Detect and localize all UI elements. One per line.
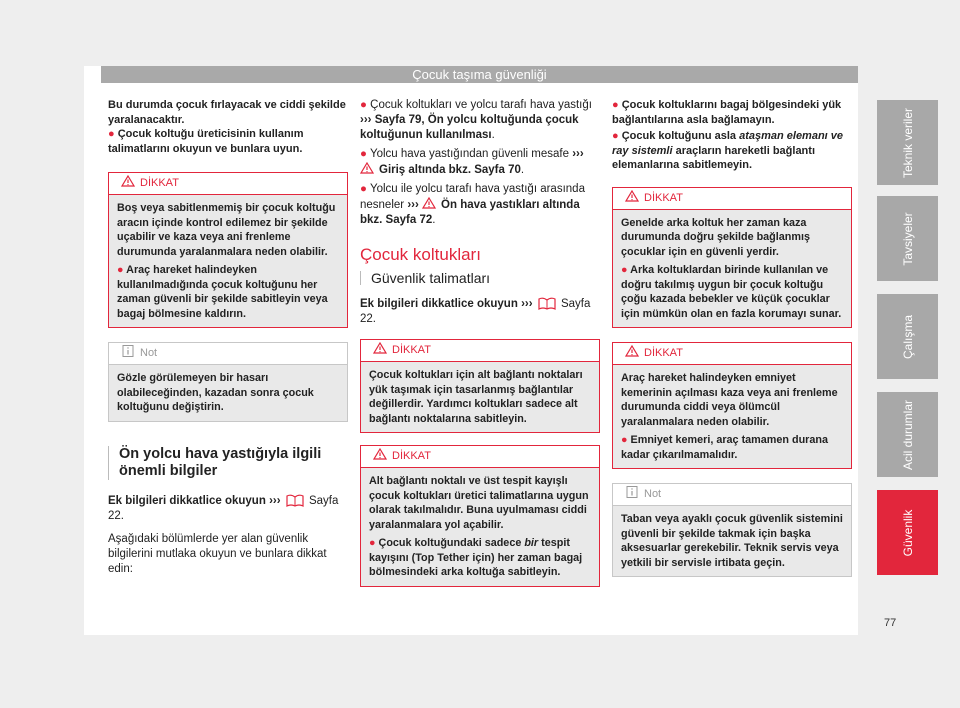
warning-header: DİKKAT <box>109 173 347 195</box>
tab-teknik-veriler[interactable] <box>877 100 938 185</box>
warning-icon <box>121 175 135 187</box>
body-text: Aşağıdaki bölümlerde yer alan güvenlik bilgilerini mutlaka okuyun ve bunlara dikkat edin: <box>108 532 327 575</box>
warning-text: Araç hareket halindeyken emniyet kemerinin açılması kaza veya ani frenleme durumunda ciddi veya ölümcül yaralanmalara neden olabilir. <box>621 372 838 428</box>
tab-label: Güvenlik <box>900 509 915 556</box>
column-2 <box>360 98 600 587</box>
sub-heading: Güvenlik talimatları <box>360 271 600 286</box>
warning-box-4 <box>612 187 852 329</box>
warning-body <box>361 468 599 586</box>
warning-icon <box>625 345 639 357</box>
info-icon <box>121 345 135 357</box>
read-first-line: Ek bilgileri dikkatlice okuyun ››› Sayfa 22. <box>360 298 591 325</box>
tab-calisma[interactable] <box>877 294 938 379</box>
column-3 <box>612 98 852 577</box>
chapter-heading: Çocuk koltukları <box>360 245 481 264</box>
list-item: ● Çocuk koltuklarını bagaj bölgesindeki yük bağlantılarına asla bağlamayın. <box>612 99 842 126</box>
list-item: ● Çocuk koltukları ve yolcu tarafı hava yastığı ››› Sayfa 79, Ön yolcu koltuğunda çocuk koltuğunun kullanılması. <box>360 99 592 141</box>
page-reference-link[interactable]: Sayfa 22 <box>360 298 591 325</box>
warning-icon <box>373 342 387 354</box>
tab-label: Çalışma <box>900 314 915 359</box>
warning-box-3 <box>360 445 600 587</box>
section-header <box>108 446 348 480</box>
note-box-1 <box>108 342 348 422</box>
tab-label: Tavsiyeler <box>900 211 915 266</box>
page-reference-link[interactable]: Sayfa 79, Ön yolcu koltuğunda çocuk koltuğunun kullanılması <box>360 114 579 141</box>
warning-text: Boş veya sabitlenmemiş bir çocuk koltuğu aracın içinde kontrol edilemez bir şekilde uçabilir ve kaza veya ani frenleme durumunda yaralanmalara neden olabilir. <box>117 202 336 258</box>
warning-bullet: ● Arka koltuklardan birinde kullanılan ve doğru takılmış uygun bir çocuk koltuğu çoğu kazada bebekler ve küçük çocuklar için mümkün olan en fazla korumayı sunar. <box>621 264 842 320</box>
column-1 <box>108 98 348 583</box>
warning-body <box>613 210 851 328</box>
warning-box-2 <box>360 339 600 433</box>
note-body: Taban veya ayaklı çocuk güvenlik sistemini güvenli bir şekilde takmak için başka aksesuarlar gerekebilir. Teknik servis veya yetkili bir servisle irtibata geçin. <box>613 506 851 576</box>
tab-guvenlik[interactable] <box>877 490 938 575</box>
note-box-2 <box>612 483 852 577</box>
book-icon <box>538 297 556 310</box>
page-header: Çocuk taşıma güvenliği <box>101 66 858 83</box>
warning-text: Genelde arka koltuk her zaman kaza durumunda doğru şekilde bağlanmış çocuklar için en güvenli yerdir. <box>621 216 810 258</box>
tab-tavsiyeler[interactable] <box>877 196 938 281</box>
warning-icon <box>360 162 374 174</box>
intro-bullet: ● Çocuk koltuğu üreticisinin kullanım talimatlarını okuyun ve bunlara uyun. <box>108 128 304 155</box>
book-icon <box>286 494 304 507</box>
warning-header: DİKKAT <box>613 343 851 365</box>
page-number: 77 <box>884 617 897 629</box>
warning-bullet: ● Emniyet kemeri, araç tamamen durana kadar çıkarılmamalıdır. <box>621 434 828 461</box>
page-reference-link[interactable]: Ön hava yastıkları altında bkz. Sayfa 72 <box>360 199 580 226</box>
warning-header: DİKKAT <box>361 446 599 468</box>
tab-label: Acil durumlar <box>900 399 915 470</box>
page-reference-link[interactable]: Sayfa 22 <box>108 494 339 522</box>
warning-bullet: ● Çocuk koltuğundaki sadece bir tespit kayışını (Top Tether için) her zaman bagaj bölmesindeki arka koltuğa sabitleyin. <box>369 537 583 578</box>
note-body: Gözle görülemeyen bir hasarı olabileceğinden, kazadan sonra çocuk koltuğunu değiştirin. <box>109 365 347 421</box>
warning-body <box>109 195 347 327</box>
intro-text: Bu durumda çocuk fırlayacak ve ciddi şekilde yaralanacaktır. <box>108 99 346 126</box>
warning-text: Alt bağlantı noktalı ve üst tespit kayışlı çocuk koltukları üretici talimatlarına uygun olarak takılmalıdır. Buna uyulmaması ciddi yaralanmalara yol açabilir. <box>369 475 589 531</box>
warning-icon <box>625 190 639 202</box>
warning-header: DİKKAT <box>361 340 599 362</box>
read-first-line: Ek bilgileri dikkatlice okuyun ››› Sayfa 22. <box>108 494 339 522</box>
list-item: ● Yolcu ile yolcu tarafı hava yastığı arasında nesneler ››› Ön hava yastıkları altında bkz. Sayfa 72. <box>360 183 585 226</box>
warning-header: DİKKAT <box>613 188 851 210</box>
warning-icon <box>373 448 387 460</box>
warning-box-5 <box>612 342 852 469</box>
warning-body <box>613 365 851 468</box>
page-reference-link[interactable]: Giriş altında bkz. Sayfa 70 <box>379 164 521 176</box>
info-icon <box>625 486 639 498</box>
note-header: Not <box>613 484 851 506</box>
tab-acil-durumlar[interactable] <box>877 392 938 477</box>
note-header: Not <box>109 343 347 365</box>
section-title: Ön yolcu hava yastığıyla ilgili önemli bilgiler <box>119 445 322 479</box>
bullet-icon: ● <box>108 128 115 140</box>
warning-bullet: ● Araç hareket halindeyken kullanılmadığında çocuk koltuğunu her zaman güvenli bir şekilde sabitleyin veya bagaj bölmesine kaldırın. <box>117 264 328 320</box>
list-item: ● Yolcu hava yastığından güvenli mesafe ››› Giriş altında bkz. Sayfa 70. <box>360 148 584 176</box>
tab-label: Teknik veriler <box>900 107 915 178</box>
warning-icon <box>422 197 436 209</box>
warning-box-1 <box>108 172 348 328</box>
warning-body: Çocuk koltukları için alt bağlantı noktaları yük taşımak için tasarlanmış bağlantılar değillerdir. Yardımcı koltukları sadece alt bağlantı noktalarına sabitleyin. <box>361 362 599 432</box>
list-item: ● Çocuk koltuğunu asla ataşman elemanı ve ray sistemli araçların hareketli bağlantı elemanlarına sabitlemeyin. <box>612 130 844 171</box>
